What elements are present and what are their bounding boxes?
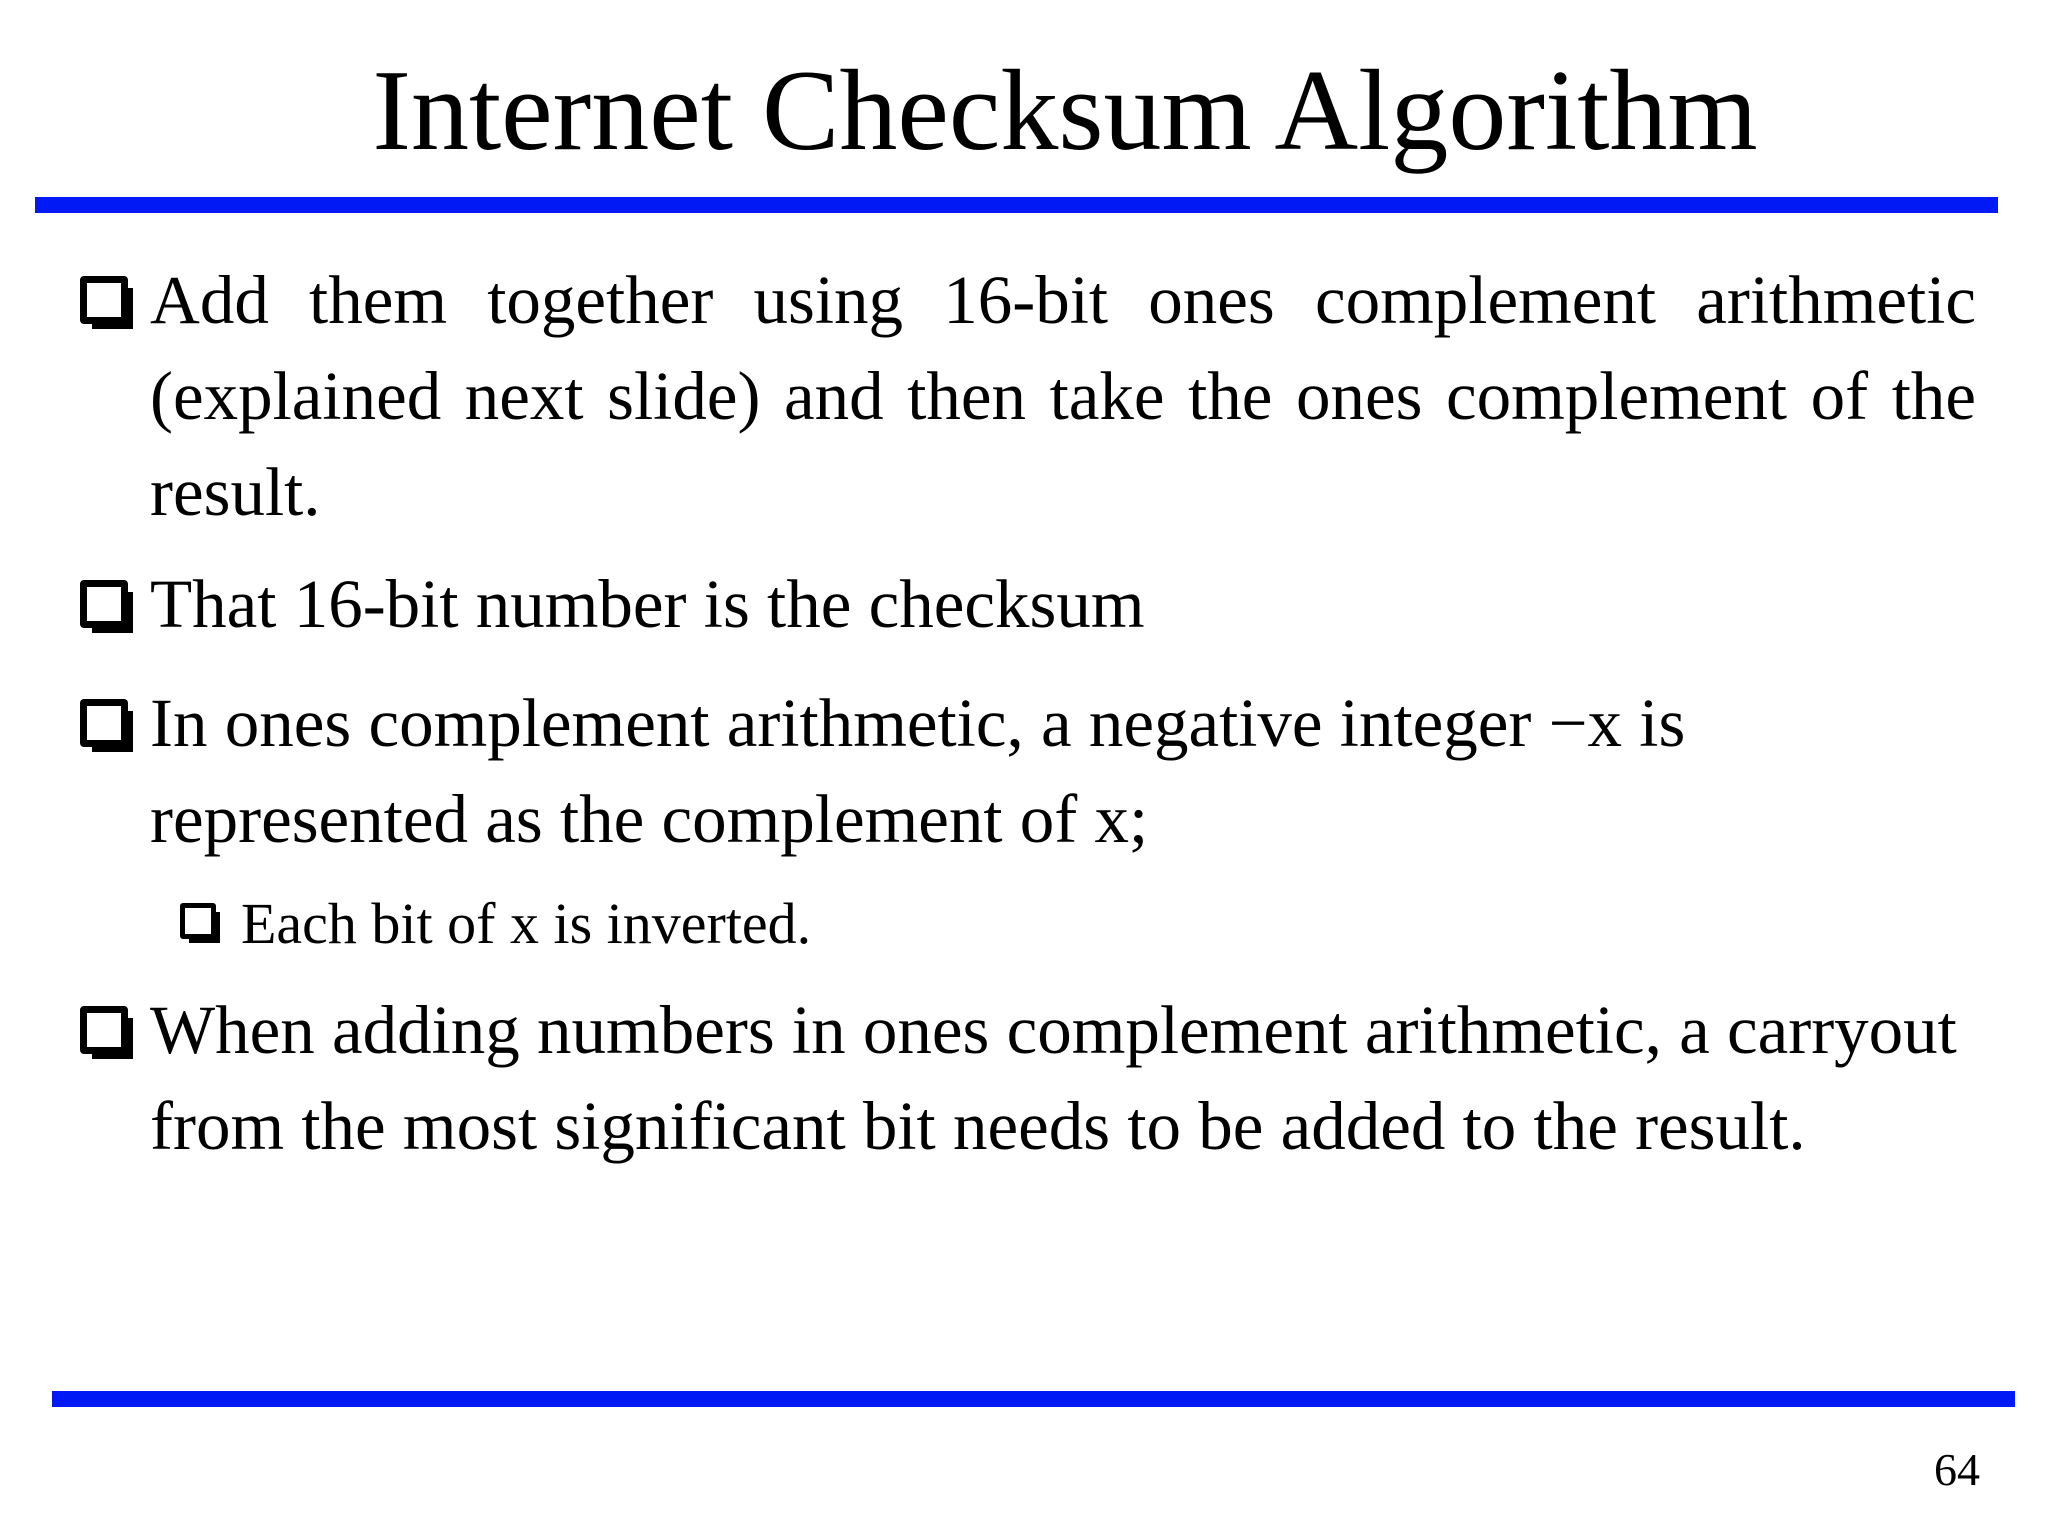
page-number: 64 — [1934, 1444, 1980, 1495]
title-divider — [35, 197, 1998, 213]
sub-bullet-text: Each bit of x is inverted. — [241, 891, 812, 956]
bullet-text: In ones complement arithmetic, a negative integer −x is represented as the complement of x; — [150, 685, 1686, 857]
square-bullet-icon — [80, 1006, 128, 1054]
square-bullet-icon — [80, 580, 128, 628]
square-bullet-icon — [180, 903, 216, 939]
slide-title: Internet Checksum Algorithm — [372, 47, 1758, 175]
square-bullet-icon — [80, 699, 128, 747]
square-bullet-icon — [80, 276, 128, 324]
bullet-text: That 16-bit number is the checksum — [150, 566, 1145, 642]
bullet-text: When adding numbers in ones complement arithmetic, a carryout from the most significant bit needs to be added to the result. — [150, 992, 1957, 1164]
bullet-text: Add them together using 16-bit ones complement arithmetic (explained next slide) and then take the ones complement of the result. — [150, 262, 1976, 530]
footer-divider — [52, 1391, 2015, 1407]
